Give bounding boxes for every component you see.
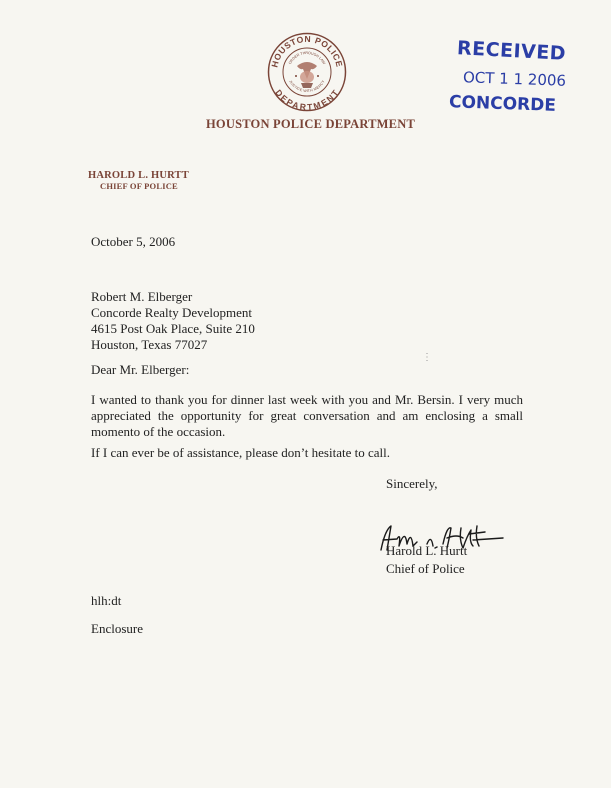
recipient-line: Houston, Texas 77027 (91, 337, 208, 352)
body-paragraph: I wanted to thank you for dinner last week with you and Mr. Bersin. I very much appreciated the opportunity for great conversation and am enclosing a small momento of the occasion. (91, 392, 523, 439)
scan-mark: ⋮ (422, 352, 432, 363)
svg-text:HOUSTON POLICE: HOUSTON POLICE (269, 33, 345, 69)
recipient-line: Robert M. Elberger (91, 289, 193, 304)
chief-title: CHIEF OF POLICE (100, 181, 178, 191)
reference-initials: hlh:dt (91, 593, 122, 608)
received-stamp-date: OCT 1 1 2006 (462, 68, 567, 90)
letter-date: October 5, 2006 (91, 234, 176, 249)
signer-name: Harold L. Hurtt (386, 543, 468, 558)
received-stamp-company: CONCORDE (448, 92, 557, 116)
chief-name: HAROLD L. HURTT (88, 170, 189, 181)
svg-text:ORDER THROUGH LAW: ORDER THROUGH LAW (287, 50, 327, 66)
salutation: Dear Mr. Elberger: (91, 362, 190, 377)
svg-text:JUSTICE WITH MERCY: JUSTICE WITH MERCY (287, 79, 327, 94)
signer-title: Chief of Police (386, 561, 465, 576)
police-seal-icon (267, 32, 347, 112)
svg-text:DEPARTMENT: DEPARTMENT (272, 87, 342, 112)
recipient-line: Concorde Realty Development (91, 305, 253, 320)
enclosure-note: Enclosure (91, 621, 143, 636)
recipient-line: 4615 Post Oak Place, Suite 210 (91, 321, 255, 336)
body-paragraph: If I can ever be of assistance, please don’t hesitate to call. (91, 445, 390, 460)
received-stamp: RECEIVED (456, 37, 567, 65)
department-heading: HOUSTON POLICE DEPARTMENT (206, 117, 415, 131)
closing: Sincerely, (386, 476, 438, 491)
